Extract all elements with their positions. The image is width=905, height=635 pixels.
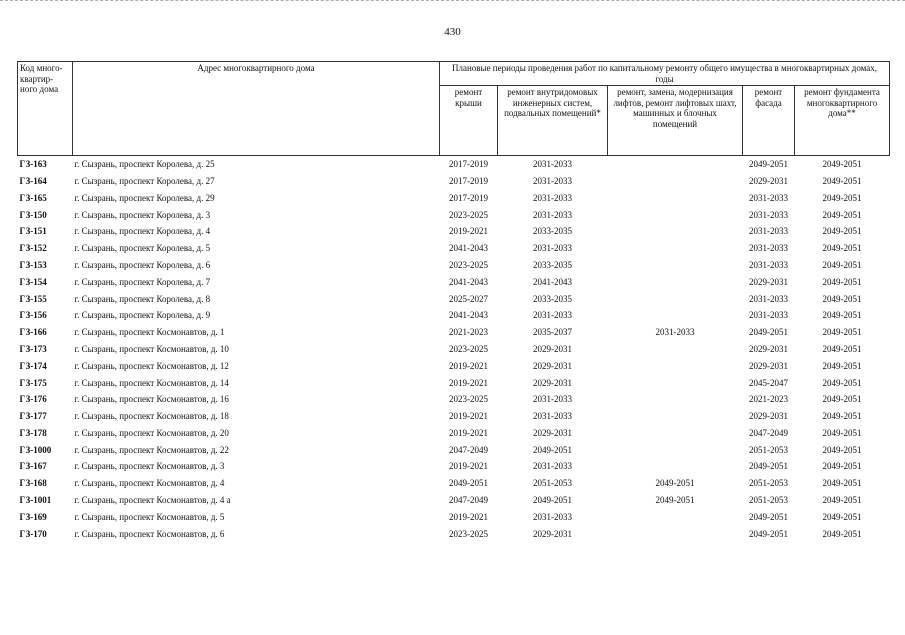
engineering-period-cell: 2029-2031: [533, 528, 572, 539]
table-row: [18, 156, 890, 173]
house-code: ГЗ-152: [19, 243, 47, 254]
roof-period-cell: 2041-2043: [449, 243, 488, 254]
header-roof: ремонт крыши: [440, 86, 498, 156]
house-code: ГЗ-164: [19, 175, 47, 186]
header-foundation: ремонт фундамента многоквартирного дома**: [795, 86, 890, 156]
roof-period-cell: 2023-2025: [449, 209, 488, 220]
table-row: [18, 290, 890, 307]
house-code: ГЗ-177: [19, 411, 47, 422]
house-code-cell: [18, 358, 73, 375]
address-cell: г. Сызрань, проспект Космонавтов, д. 16: [74, 394, 229, 405]
house-code-cell: [18, 475, 73, 492]
roof-period-cell: 2019-2021: [449, 461, 488, 472]
lifts-period-cell: [608, 190, 743, 207]
engineering-period-cell: 2035-2037: [533, 327, 572, 338]
house-code: ГЗ-151: [19, 226, 47, 237]
foundation-period-cell: 2049-2051: [822, 377, 862, 388]
lifts-period-cell: [608, 223, 743, 240]
address-cell: г. Сызрань, проспект Королева, д. 5: [74, 243, 211, 254]
house-code: ГЗ-155: [19, 293, 47, 304]
header-house-code: Код много-квартир-ного дома: [18, 62, 73, 156]
facade-period-cell: 2047-2049: [749, 427, 788, 438]
lifts-period-cell: [608, 408, 743, 425]
facade-period-cell: 2031-2033: [749, 243, 788, 254]
facade-period-cell: 2049-2051: [749, 159, 788, 170]
address-cell: г. Сызрань, проспект Космонавтов, д. 6: [74, 528, 225, 539]
address-cell: г. Сызрань, проспект Королева, д. 29: [74, 192, 215, 203]
table-row: [18, 391, 890, 408]
facade-period-cell: 2029-2031: [749, 276, 788, 287]
roof-period-cell: 2023-2025: [449, 343, 488, 354]
house-code: ГЗ-163: [19, 159, 47, 170]
engineering-period-cell: 2031-2033: [533, 243, 572, 254]
engineering-period-cell: 2031-2033: [533, 394, 572, 405]
header-planned-periods: Плановые периоды проведения работ по капитальному ремонту общего имущества в многоквартирных домах, годы: [440, 62, 890, 86]
house-code: ГЗ-168: [19, 478, 47, 489]
table-row: [18, 190, 890, 207]
lifts-period-cell: [608, 442, 743, 459]
table-row: [18, 307, 890, 324]
lifts-period-cell: [608, 425, 743, 442]
scan-edge: [0, 0, 905, 5]
table-row: [18, 509, 890, 526]
facade-period-cell: 2045-2047: [749, 377, 788, 388]
address-cell: г. Сызрань, проспект Королева, д. 3: [74, 209, 211, 220]
facade-period-cell: 2051-2053: [749, 444, 788, 455]
lifts-period-cell: [608, 374, 743, 391]
roof-period-cell: 2019-2021: [449, 377, 488, 388]
facade-period-cell: 2051-2053: [749, 495, 788, 506]
address-cell: г. Сызрань, проспект Королева, д. 7: [74, 276, 211, 287]
house-code-cell: [18, 425, 73, 442]
lifts-period-cell: [608, 156, 743, 173]
foundation-period-cell: 2049-2051: [822, 461, 862, 472]
facade-period-cell: 2029-2031: [749, 411, 788, 422]
house-code: ГЗ-167: [19, 461, 47, 472]
house-code: ГЗ-150: [19, 209, 47, 220]
roof-period-cell: 2017-2019: [449, 192, 488, 203]
foundation-period-cell: 2049-2051: [822, 243, 862, 254]
facade-period-cell: 2051-2053: [749, 478, 788, 489]
roof-period-cell: 2047-2049: [449, 495, 488, 506]
lifts-period-cell: [608, 509, 743, 526]
table-row: [18, 324, 890, 341]
lifts-period-cell: [608, 206, 743, 223]
address-cell: г. Сызрань, проспект Космонавтов, д. 14: [74, 377, 229, 388]
facade-period-cell: 2029-2031: [749, 343, 788, 354]
facade-period-cell: 2029-2031: [749, 360, 788, 371]
header-address: Адрес многоквартирного дома: [73, 62, 440, 156]
facade-period-cell: 2049-2051: [749, 461, 788, 472]
lifts-period-cell: [608, 526, 743, 543]
facade-period-cell: 2031-2033: [749, 209, 788, 220]
foundation-period-cell: 2049-2051: [822, 444, 862, 455]
house-code-cell: [18, 156, 73, 173]
roof-period-cell: 2017-2019: [449, 175, 488, 186]
lifts-period-cell: 2049-2051: [655, 495, 695, 506]
house-code: ГЗ-173: [19, 343, 47, 354]
foundation-period-cell: 2049-2051: [822, 360, 862, 371]
house-code-cell: [18, 442, 73, 459]
facade-period-cell: 2021-2023: [749, 394, 788, 405]
address-cell: г. Сызрань, проспект Королева, д. 27: [74, 175, 215, 186]
roof-period-cell: 2041-2043: [449, 276, 488, 287]
house-code-cell: [18, 374, 73, 391]
engineering-period-cell: 2031-2033: [533, 209, 572, 220]
address-cell: г. Сызрань, проспект Космонавтов, д. 3: [74, 461, 225, 472]
engineering-period-cell: 2029-2031: [533, 427, 572, 438]
engineering-period-cell: 2049-2051: [533, 495, 572, 506]
address-cell: г. Сызрань, проспект Космонавтов, д. 20: [74, 427, 229, 438]
foundation-period-cell: 2049-2051: [822, 175, 862, 186]
table-body: [18, 156, 890, 543]
roof-period-cell: 2019-2021: [449, 360, 488, 371]
house-code-cell: [18, 492, 73, 509]
table-row: [18, 526, 890, 543]
table-row: [18, 442, 890, 459]
house-code: ГЗ-1001: [19, 495, 52, 506]
foundation-period-cell: 2049-2051: [822, 495, 862, 506]
house-code-cell: [18, 190, 73, 207]
foundation-period-cell: 2049-2051: [822, 427, 862, 438]
roof-period-cell: 2019-2021: [449, 411, 488, 422]
house-code-cell: [18, 274, 73, 291]
foundation-period-cell: 2049-2051: [822, 528, 862, 539]
address-cell: г. Сызрань, проспект Космонавтов, д. 10: [74, 343, 229, 354]
lifts-period-cell: [608, 257, 743, 274]
roof-period-cell: 2017-2019: [449, 159, 488, 170]
roof-period-cell: 2025-2027: [449, 293, 488, 304]
facade-period-cell: 2031-2033: [749, 192, 788, 203]
engineering-period-cell: 2031-2033: [533, 175, 572, 186]
lifts-period-cell: [608, 307, 743, 324]
house-code-cell: [18, 223, 73, 240]
header-engineering: ремонт внутридомовых инженерных систем, подвальных помещений*: [498, 86, 608, 156]
capital-repair-table: [17, 61, 890, 542]
facade-period-cell: 2031-2033: [749, 259, 788, 270]
address-cell: г. Сызрань, проспект Космонавтов, д. 1: [74, 327, 225, 338]
lifts-period-cell: [608, 391, 743, 408]
engineering-period-cell: 2029-2031: [533, 360, 572, 371]
engineering-period-cell: 2049-2051: [533, 444, 572, 455]
foundation-period-cell: 2049-2051: [822, 327, 862, 338]
lifts-period-cell: [608, 358, 743, 375]
house-code: ГЗ-174: [19, 360, 47, 371]
lifts-period-cell: [608, 274, 743, 291]
address-cell: г. Сызрань, проспект Королева, д. 9: [74, 310, 211, 321]
house-code: ГЗ-165: [19, 192, 47, 203]
roof-period-cell: 2049-2051: [449, 478, 488, 489]
table-row: [18, 206, 890, 223]
house-code: ГЗ-154: [19, 276, 47, 287]
header-lifts: ремонт, замена, модернизация лифтов, ремонт лифтовых шахт, машинных и блочных помещений: [608, 86, 743, 156]
address-cell: г. Сызрань, проспект Космонавтов, д. 22: [74, 444, 229, 455]
address-cell: г. Сызрань, проспект Королева, д. 4: [74, 226, 211, 237]
house-code-cell: [18, 458, 73, 475]
house-code-cell: [18, 290, 73, 307]
roof-period-cell: 2041-2043: [449, 310, 488, 321]
table-row: [18, 492, 890, 509]
house-code: ГЗ-153: [19, 259, 47, 270]
foundation-period-cell: 2049-2051: [822, 192, 862, 203]
foundation-period-cell: 2049-2051: [822, 259, 862, 270]
foundation-period-cell: 2049-2051: [822, 310, 862, 321]
roof-period-cell: 2019-2021: [449, 427, 488, 438]
facade-period-cell: 2049-2051: [749, 511, 788, 522]
lifts-period-cell: [608, 341, 743, 358]
facade-period-cell: 2049-2051: [749, 327, 788, 338]
house-code: ГЗ-169: [19, 511, 47, 522]
table-row: [18, 173, 890, 190]
table-row: [18, 458, 890, 475]
lifts-period-cell: [608, 173, 743, 190]
roof-period-cell: 2023-2025: [449, 259, 488, 270]
table-row: [18, 341, 890, 358]
house-code-cell: [18, 240, 73, 257]
house-code-cell: [18, 341, 73, 358]
engineering-period-cell: 2033-2035: [533, 259, 572, 270]
table-row: [18, 358, 890, 375]
foundation-period-cell: 2049-2051: [822, 159, 862, 170]
address-cell: г. Сызрань, проспект Космонавтов, д. 12: [74, 360, 229, 371]
house-code: ГЗ-170: [19, 528, 47, 539]
address-cell: г. Сызрань, проспект Королева, д. 6: [74, 259, 211, 270]
roof-period-cell: 2023-2025: [449, 528, 488, 539]
engineering-period-cell: 2031-2033: [533, 159, 572, 170]
foundation-period-cell: 2049-2051: [822, 394, 862, 405]
roof-period-cell: 2047-2049: [449, 444, 488, 455]
table-row: [18, 425, 890, 442]
house-code: ГЗ-1000: [19, 444, 52, 455]
roof-period-cell: 2023-2025: [449, 394, 488, 405]
header-facade: ремонт фасада: [743, 86, 795, 156]
lifts-period-cell: 2031-2033: [655, 327, 695, 338]
address-cell: г. Сызрань, проспект Космонавтов, д. 18: [74, 411, 229, 422]
address-cell: г. Сызрань, проспект Космонавтов, д. 4: [74, 478, 225, 489]
table-row: [18, 374, 890, 391]
foundation-period-cell: 2049-2051: [822, 411, 862, 422]
roof-period-cell: 2019-2021: [449, 511, 488, 522]
engineering-period-cell: 2031-2033: [533, 310, 572, 321]
facade-period-cell: 2029-2031: [749, 175, 788, 186]
engineering-period-cell: 2041-2043: [533, 276, 572, 287]
engineering-period-cell: 2051-2053: [533, 478, 572, 489]
foundation-period-cell: 2049-2051: [822, 276, 862, 287]
engineering-period-cell: 2031-2033: [533, 192, 572, 203]
engineering-period-cell: 2031-2033: [533, 461, 572, 472]
foundation-period-cell: 2049-2051: [822, 511, 862, 522]
house-code-cell: [18, 509, 73, 526]
roof-period-cell: 2019-2021: [449, 226, 488, 237]
address-cell: г. Сызрань, проспект Королева, д. 25: [74, 159, 215, 170]
page-number: 430: [444, 26, 461, 38]
facade-period-cell: 2049-2051: [749, 528, 788, 539]
house-code-cell: [18, 173, 73, 190]
table-row: [18, 475, 890, 492]
house-code-cell: [18, 408, 73, 425]
facade-period-cell: 2031-2033: [749, 293, 788, 304]
foundation-period-cell: 2049-2051: [822, 343, 862, 354]
house-code-cell: [18, 391, 73, 408]
lifts-period-cell: [608, 290, 743, 307]
foundation-period-cell: 2049-2051: [822, 209, 862, 220]
address-cell: г. Сызрань, проспект Космонавтов, д. 5: [74, 511, 225, 522]
engineering-period-cell: 2029-2031: [533, 343, 572, 354]
facade-period-cell: 2031-2033: [749, 226, 788, 237]
table-row: [18, 408, 890, 425]
house-code: ГЗ-175: [19, 377, 47, 388]
engineering-period-cell: 2033-2035: [533, 226, 572, 237]
foundation-period-cell: 2049-2051: [822, 478, 862, 489]
lifts-period-cell: [608, 458, 743, 475]
address-cell: г. Сызрань, проспект Космонавтов, д. 4 а: [74, 495, 231, 506]
house-code: ГЗ-156: [19, 310, 47, 321]
house-code: ГЗ-166: [19, 327, 47, 338]
facade-period-cell: 2031-2033: [749, 310, 788, 321]
house-code-cell: [18, 526, 73, 543]
address-cell: г. Сызрань, проспект Королева, д. 8: [74, 293, 211, 304]
house-code-cell: [18, 206, 73, 223]
roof-period-cell: 2021-2023: [449, 327, 488, 338]
lifts-period-cell: 2049-2051: [655, 478, 695, 489]
table-row: [18, 274, 890, 291]
house-code-cell: [18, 257, 73, 274]
table-row: [18, 240, 890, 257]
house-code-cell: [18, 324, 73, 341]
lifts-period-cell: [608, 240, 743, 257]
foundation-period-cell: 2049-2051: [822, 226, 862, 237]
engineering-period-cell: 2031-2033: [533, 411, 572, 422]
engineering-period-cell: 2031-2033: [533, 511, 572, 522]
table-row: [18, 257, 890, 274]
foundation-period-cell: 2049-2051: [822, 293, 862, 304]
table-row: [18, 223, 890, 240]
house-code-cell: [18, 307, 73, 324]
engineering-period-cell: 2033-2035: [533, 293, 572, 304]
house-code: ГЗ-178: [19, 427, 47, 438]
engineering-period-cell: 2029-2031: [533, 377, 572, 388]
house-code: ГЗ-176: [19, 394, 47, 405]
